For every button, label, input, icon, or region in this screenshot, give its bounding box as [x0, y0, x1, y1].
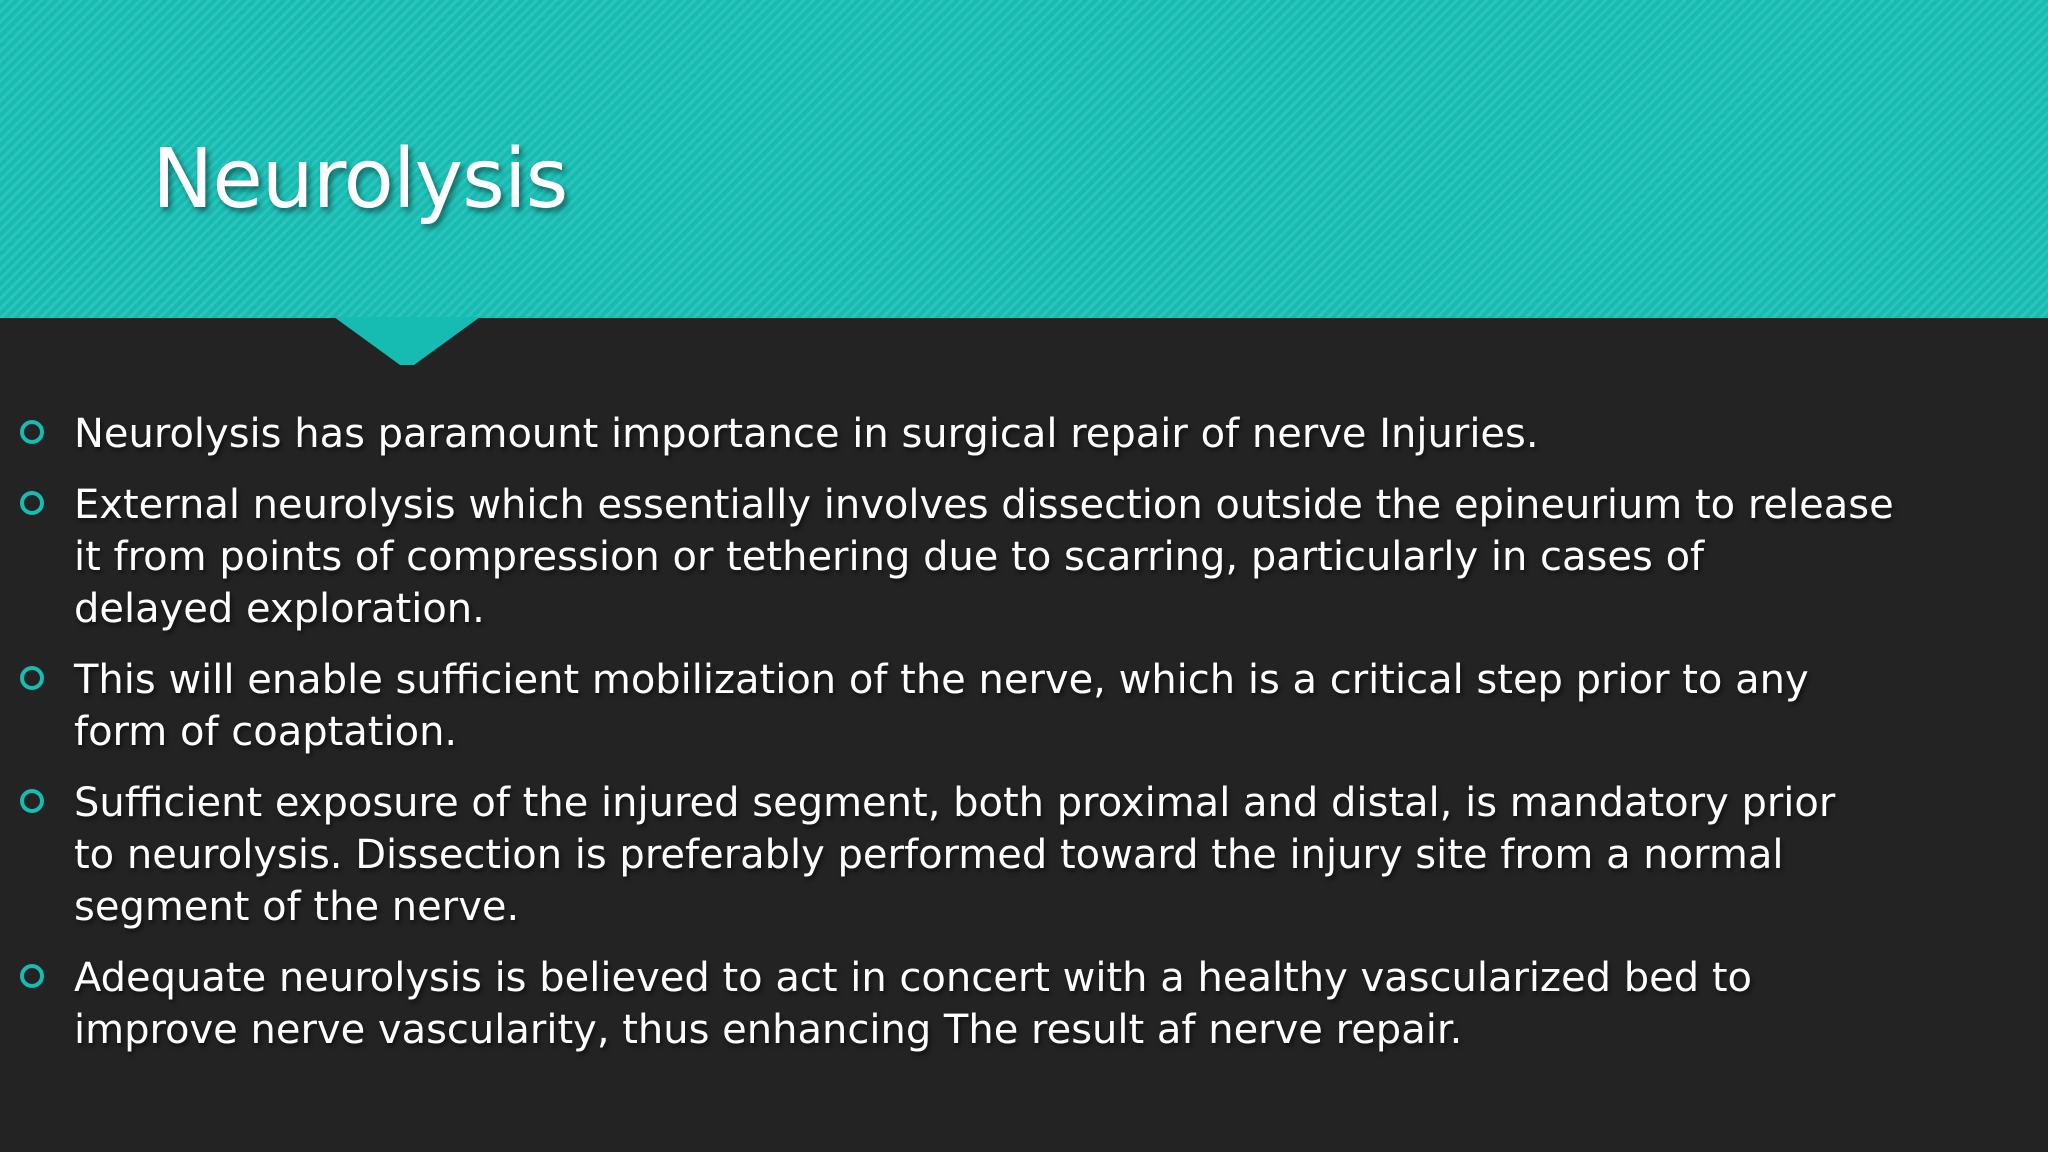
- hollow-circle-icon: [20, 491, 44, 515]
- banner-pointer: [334, 317, 480, 369]
- bullet-text: Adequate neurolysis is believed to act in concert with a healthy vascularized bed to improve nerve vascularity, thus enhancing The result af nerve repair.: [74, 955, 1753, 1053]
- hollow-circle-icon: [20, 789, 44, 813]
- bullet-item: [16, 777, 1916, 933]
- bullet-text: Neurolysis has paramount importance in surgical repair of nerve Injuries.: [74, 411, 1539, 457]
- bullet-item: [16, 952, 1916, 1056]
- hollow-circle-icon: [20, 666, 44, 690]
- hollow-circle-icon: [20, 420, 44, 444]
- bullet-item: [16, 654, 1916, 758]
- bullet-text: Sufficient exposure of the injured segment, both proximal and distal, is mandatory prior to neurolysis. Dissection is preferably performed toward the injury site from a normal segment of the nerve.: [74, 780, 1836, 930]
- bullet-text: This will enable sufficient mobilization of the nerve, which is a critical step prior to any form of coaptation.: [74, 657, 1809, 755]
- bullet-text: External neurolysis which essentially involves dissection outside the epineurium to release it from points of compression or tethering due to scarring, particularly in cases of delayed exploration.: [74, 482, 1894, 632]
- title-banner: [0, 0, 2048, 318]
- hollow-circle-icon: [20, 964, 44, 988]
- bullet-item: [16, 479, 1916, 635]
- bullet-item: [16, 408, 1916, 460]
- bullet-list: [16, 408, 1916, 1075]
- slide-title: Neurolysis: [152, 132, 568, 227]
